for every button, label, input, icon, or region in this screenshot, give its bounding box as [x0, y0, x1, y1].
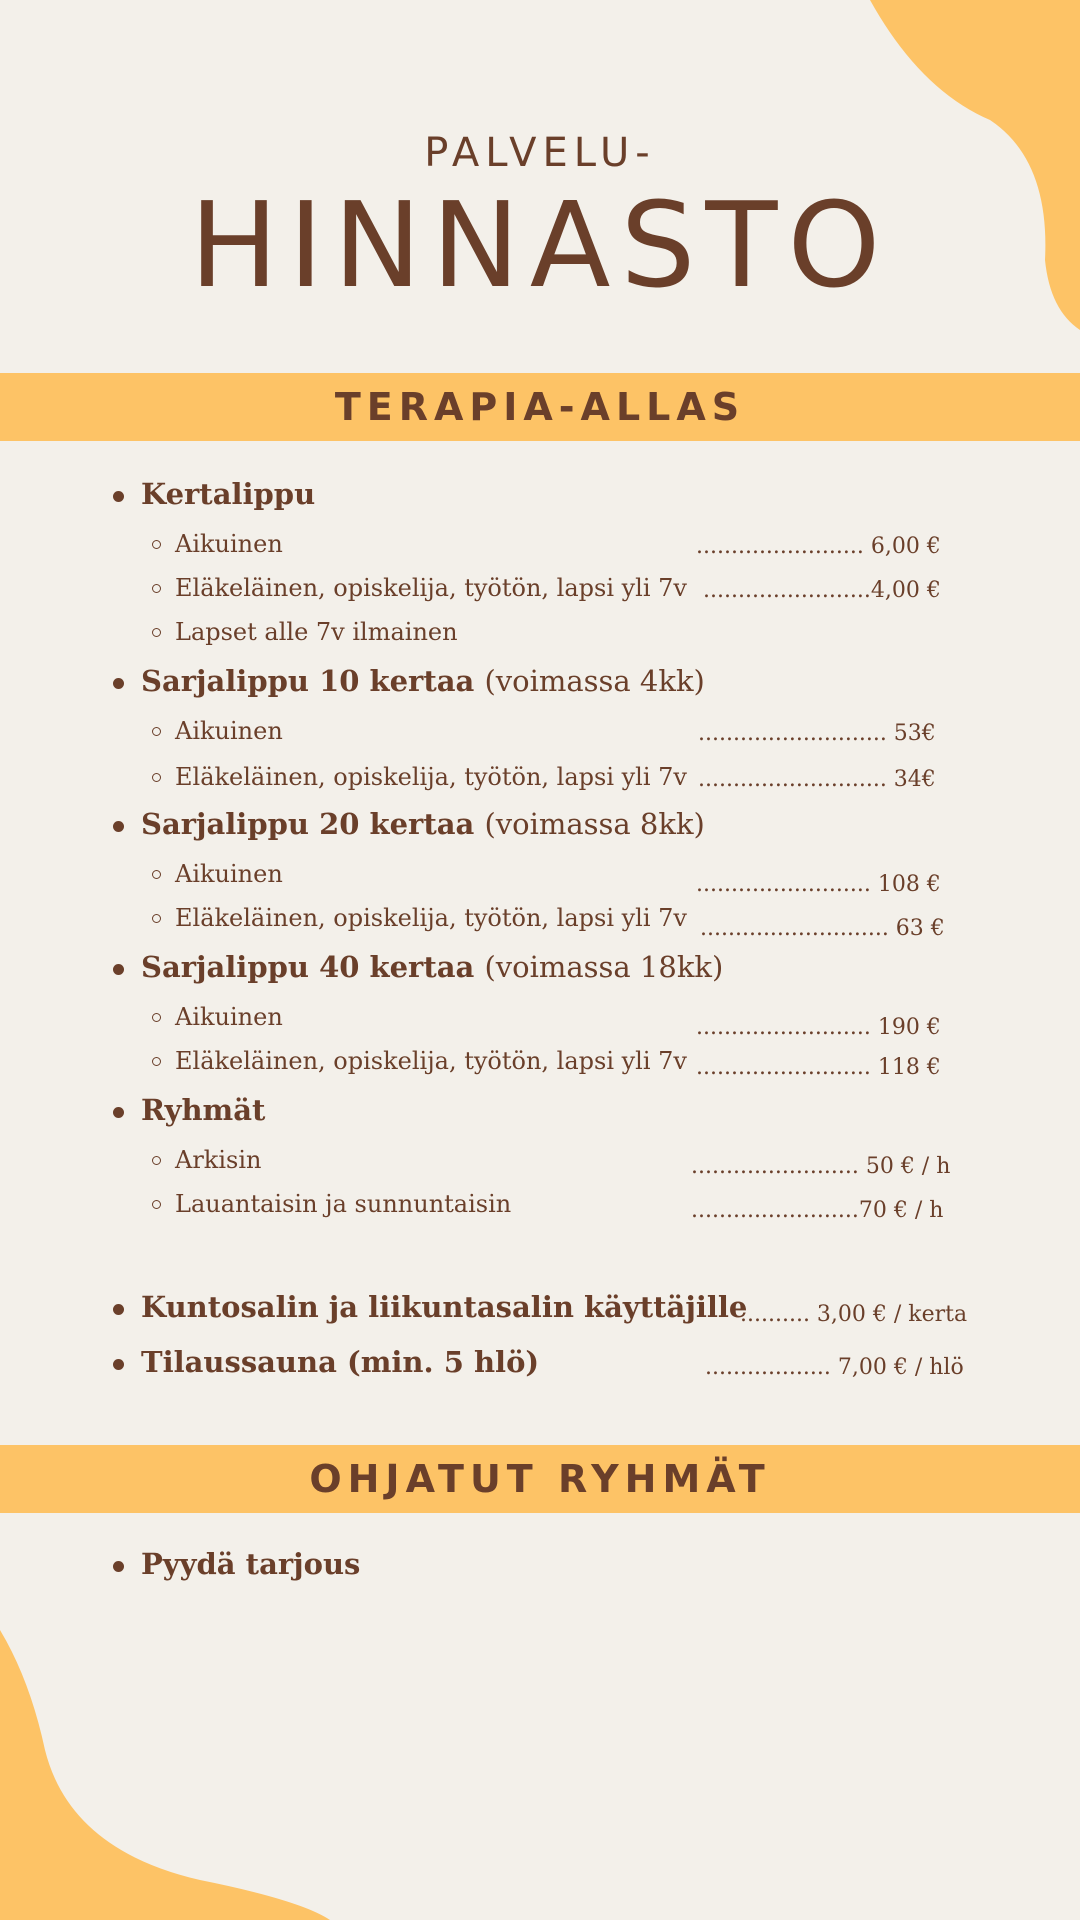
- list-item-label: Sarjalippu 40 kertaa (voimassa 18kk): [141, 950, 724, 984]
- sub-item-label: Aikuinen: [175, 1003, 283, 1031]
- bullet-icon: [113, 1561, 124, 1572]
- list-item-sarjalippu-40: [0, 948, 1080, 992]
- sub-item: [0, 1184, 1080, 1228]
- sub-item: [0, 1140, 1080, 1184]
- section-heading-label: OHJATUT RYHMÄT: [309, 1457, 771, 1501]
- list-item-label: Pyydä tarjous: [141, 1547, 361, 1581]
- sub-item-label: Lapset alle 7v ilmainen: [175, 618, 458, 646]
- price: ........................... 34€: [698, 767, 936, 792]
- price: .................. 7,00 € / hlö: [705, 1355, 964, 1380]
- price: ......................... 190 €: [696, 1015, 941, 1040]
- sub-item: [0, 1041, 1080, 1085]
- price: ........................... 53€: [698, 721, 936, 746]
- sub-item-label: Aikuinen: [175, 717, 283, 745]
- list-item-label: Kuntosalin ja liikuntasalin käyttäjille: [141, 1290, 748, 1324]
- circle-bullet-icon: [152, 727, 161, 736]
- validity-note: (voimassa 4kk): [484, 664, 705, 698]
- price: ........................4,00 €: [703, 578, 941, 603]
- sub-item-label: Aikuinen: [175, 860, 283, 888]
- sub-item-label: Lauantaisin ja sunnuntaisin: [175, 1190, 512, 1218]
- list-item-label: Kertalippu: [141, 477, 316, 511]
- validity-note: (voimassa 18kk): [484, 950, 724, 984]
- list-item-sarjalippu-10: [0, 662, 1080, 706]
- circle-bullet-icon: [152, 1057, 161, 1066]
- circle-bullet-icon: [152, 870, 161, 879]
- corner-decoration-bottom-left: [0, 1630, 340, 1920]
- sub-item-label: Eläkeläinen, opiskelija, työtön, lapsi yli 7v: [175, 574, 687, 602]
- bullet-icon: [113, 491, 124, 502]
- sub-item: [0, 898, 1080, 942]
- circle-bullet-icon: [152, 1200, 161, 1209]
- sub-item-label: Eläkeläinen, opiskelija, työtön, lapsi yli 7v: [175, 763, 687, 791]
- section-heading-ohjatut-ryhmat: [0, 1445, 1080, 1513]
- bullet-icon: [113, 1107, 124, 1118]
- validity-note: (voimassa 8kk): [484, 807, 705, 841]
- list-item-label: Tilaussauna (min. 5 hlö): [141, 1345, 540, 1379]
- list-item-kertalippu: [0, 475, 1080, 519]
- circle-bullet-icon: [152, 628, 161, 637]
- circle-bullet-icon: [152, 773, 161, 782]
- sub-item: [0, 757, 1080, 801]
- sub-item: [0, 854, 1080, 898]
- price: .......... 3,00 € / kerta: [740, 1302, 968, 1327]
- price: ........................ 6,00 €: [696, 534, 941, 559]
- section-heading-terapia-allas: [0, 373, 1080, 441]
- list-item-ryhmat: [0, 1091, 1080, 1135]
- sub-item-label: Eläkeläinen, opiskelija, työtön, lapsi yli 7v: [175, 1047, 687, 1075]
- circle-bullet-icon: [152, 584, 161, 593]
- price: ........................ 50 € / h: [691, 1154, 951, 1179]
- sub-item: [0, 997, 1080, 1041]
- page-title: HINNASTO: [189, 176, 891, 314]
- sub-item-label: Eläkeläinen, opiskelija, työtön, lapsi yli 7v: [175, 904, 687, 932]
- bullet-icon: [113, 1304, 124, 1315]
- price: ......................... 118 €: [696, 1055, 941, 1080]
- sub-item-label: Aikuinen: [175, 530, 283, 558]
- circle-bullet-icon: [152, 1013, 161, 1022]
- bullet-icon: [113, 964, 124, 975]
- sub-item: [0, 568, 1080, 612]
- list-item-label: Sarjalippu 10 kertaa (voimassa 4kk): [141, 664, 705, 698]
- list-item-pyyda-tarjous: [0, 1545, 1080, 1589]
- price: ......................... 108 €: [696, 872, 941, 897]
- sub-item: [0, 612, 1080, 656]
- circle-bullet-icon: [152, 914, 161, 923]
- circle-bullet-icon: [152, 1156, 161, 1165]
- bullet-icon: [113, 678, 124, 689]
- price: ........................... 63 €: [700, 916, 945, 941]
- bullet-icon: [113, 821, 124, 832]
- sub-item-label: Arkisin: [175, 1146, 262, 1174]
- list-item-label: Ryhmät: [141, 1093, 266, 1127]
- bullet-icon: [113, 1359, 124, 1370]
- sub-item: [0, 711, 1080, 755]
- list-item-tilaussauna: [0, 1343, 1080, 1387]
- circle-bullet-icon: [152, 540, 161, 549]
- section-heading-label: TERAPIA-ALLAS: [334, 385, 746, 429]
- page-subtitle: PALVELU-: [424, 130, 656, 176]
- list-item-sarjalippu-20: [0, 805, 1080, 849]
- list-item-label: Sarjalippu 20 kertaa (voimassa 8kk): [141, 807, 705, 841]
- sub-item: [0, 524, 1080, 568]
- list-item-kuntosali: [0, 1288, 1080, 1332]
- price: ........................70 € / h: [691, 1198, 944, 1223]
